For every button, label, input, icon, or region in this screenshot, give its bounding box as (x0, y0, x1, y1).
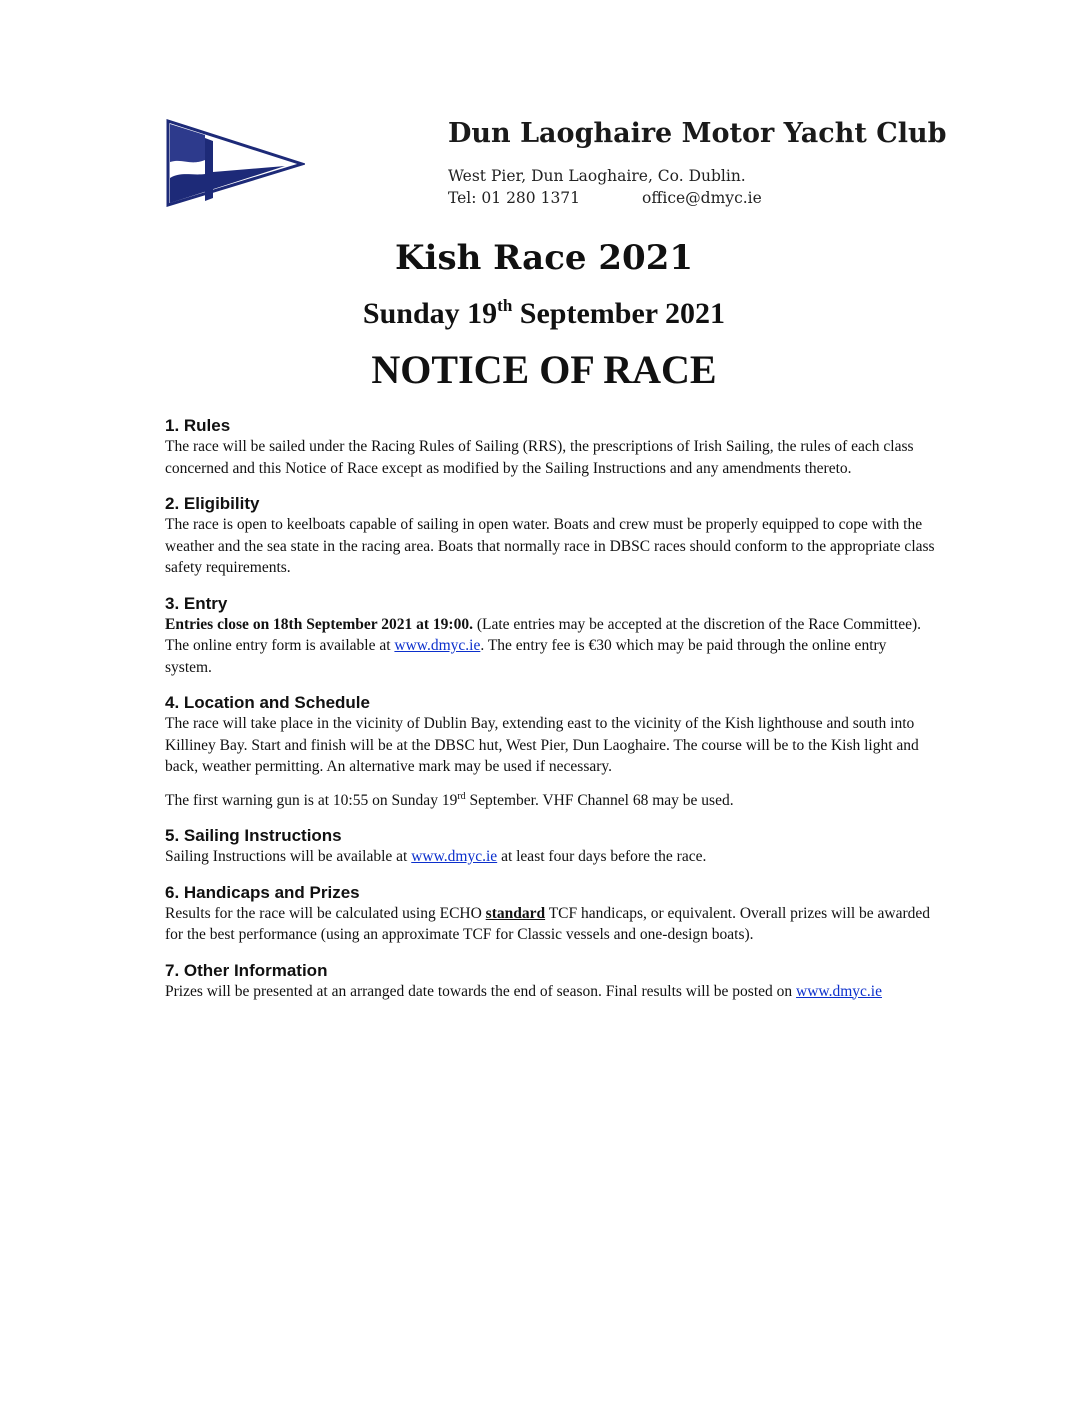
section-text: The race will take place in the vicinity of Dublin Bay, extending east to the vicinity of the Kish lighthouse and south into Killiney Bay. Start and finish will be at the DBSC hut, West Pier, Dun Laoghaire. The course will be to the Kish light and back, weather permitting. An alternative mark may be used if necessary. (165, 715, 919, 775)
entry-website-link[interactable]: www.dmyc.ie (394, 637, 481, 654)
section-text: The race will be sailed under the Racing Rules of Sailing (RRS), the prescriptions of Irish Sailing, the rules of each class concerned and this Notice of Race except as modified by the Sailing Instructions and any amendments thereto. (165, 438, 914, 477)
race-title: Kish Race 2021 (394, 238, 694, 278)
section-heading: 1. Rules (165, 416, 231, 435)
section-heading: 5. Sailing Instructions (165, 826, 342, 845)
club-address: West Pier, Dun Laoghaire, Co. Dublin. (448, 167, 746, 185)
race-date: Sunday 19th September 2021 (362, 296, 726, 330)
results-website-link[interactable]: www.dmyc.ie (796, 982, 882, 1000)
notice-of-race-heading: NOTICE OF RACE (371, 347, 717, 392)
club-name: Dun Laoghaire Motor Yacht Club (448, 118, 947, 149)
standard-emphasis: standard (485, 904, 546, 922)
section-entry (165, 594, 935, 679)
section-eligibility (165, 494, 935, 579)
instructions-website-link[interactable]: www.dmyc.ie (411, 848, 498, 865)
section-rules (165, 416, 935, 479)
entry-deadline: Entries close on 18th September 2021 at 19:00. (165, 615, 473, 633)
section-text: Entries close on 18th September 2021 at 19:00. (Late entries may be accepted at the discretion of the Race Committee). The online entry form is available at www.dmyc.ie. The entry fee is €30 which may be paid through the online entry system. (165, 615, 921, 676)
section-heading: 6. Handicaps and Prizes (165, 882, 360, 902)
section-heading: 4. Location and Schedule (165, 693, 370, 712)
club-telephone: Tel: 01 280 1371 (448, 189, 581, 207)
club-burgee-icon (165, 118, 305, 208)
section-other-information (165, 961, 935, 1003)
section-text: Sailing Instructions will be available at www.dmyc.ie at least four days before the race. (165, 848, 707, 865)
section-text: Prizes will be presented at an arranged date towards the end of season. Final results will be posted on www.dmyc.ie (165, 982, 882, 1000)
section-text: Results for the race will be calculated using ECHO standard TCF handicaps, or equivalent. Overall prizes will be awarded for the best performance (using an approximate TCF for Classic vessels and one-design boats). (165, 904, 931, 943)
section-text-schedule: The first warning gun is at 10:55 on Sunday 19rd September. VHF Channel 68 may be used. (165, 790, 734, 809)
club-contact (448, 189, 762, 207)
section-handicaps (165, 883, 935, 946)
club-email: office@dmyc.ie (642, 189, 762, 207)
section-location (165, 693, 935, 811)
section-heading: 7. Other Information (165, 960, 328, 980)
notice-sections (165, 416, 935, 1017)
section-heading: 2. Eligibility (165, 494, 260, 513)
section-text: The race is open to keelboats capable of sailing in open water. Boats and crew must be properly equipped to cope with the weather and the sea state in the racing area. Boats that normally race in DBSC races should conform to the appropriate class safety requirements. (165, 516, 935, 576)
section-sailing-instructions (165, 826, 935, 868)
section-heading: 3. Entry (165, 593, 228, 613)
